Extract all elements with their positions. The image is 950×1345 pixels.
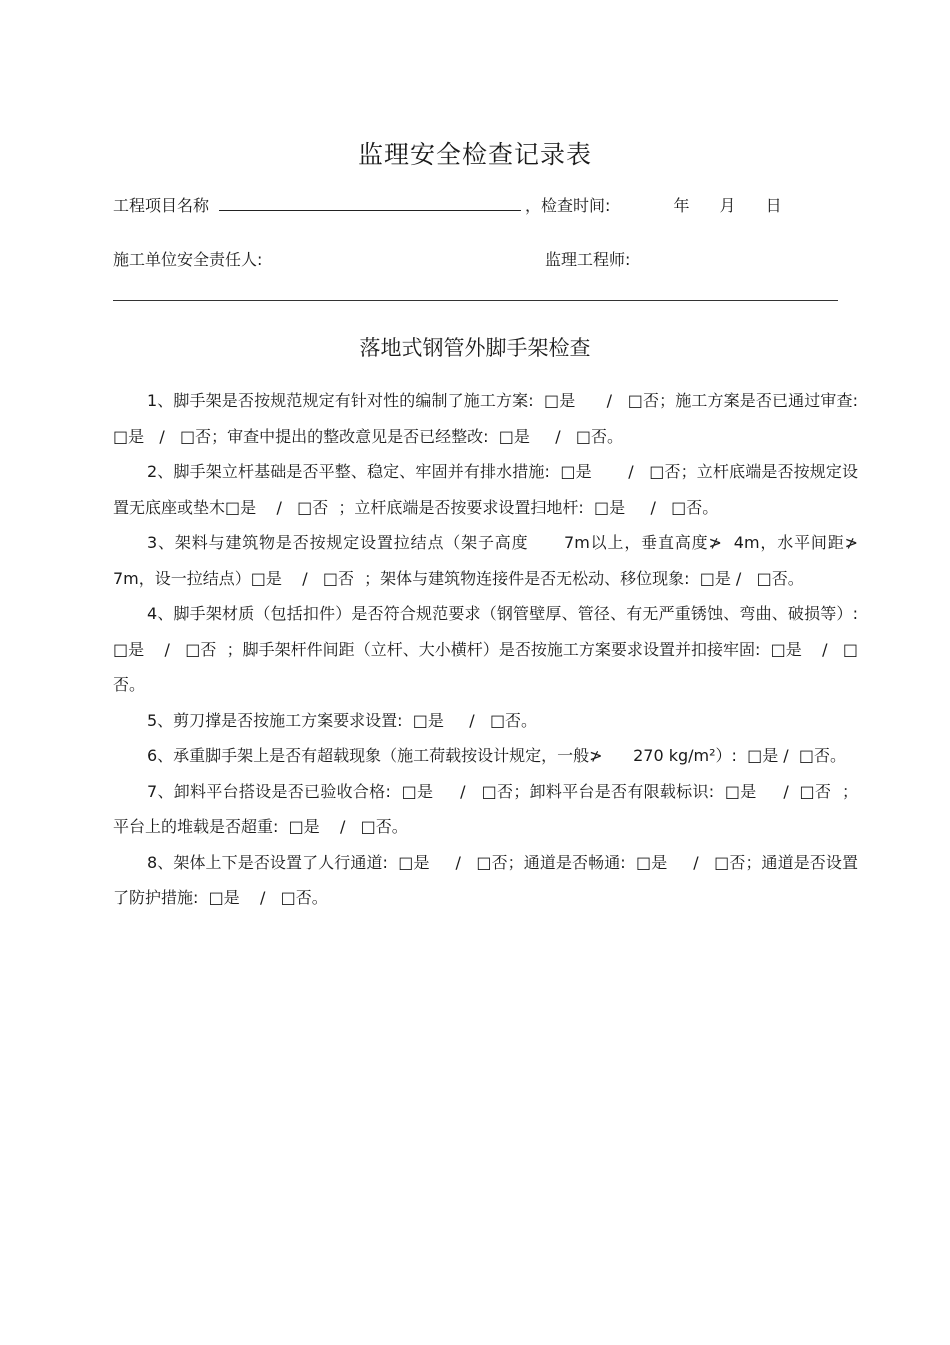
check-time-label: 检查时间: <box>541 196 611 215</box>
project-name-field[interactable] <box>219 196 521 211</box>
supervising-engineer-label: 监理工程师: <box>545 250 631 269</box>
section-title: 落地式钢管外脚手架检查 <box>359 336 591 360</box>
comma-separator: ， <box>525 196 542 215</box>
checklist-item <box>113 454 858 525</box>
month-label: 月 <box>719 196 736 215</box>
checklist-item <box>113 525 864 596</box>
project-name-label: 工程项目名称 <box>113 196 210 215</box>
year-label: 年 <box>673 196 690 215</box>
checklist-item-text: 8、架体上下是否设置了人行通道: □是 / □否；通道是否畅通: □是 / □否；通道是否设置了防护措施: □是 / □否。 <box>113 852 858 907</box>
checklist-item <box>113 596 869 703</box>
checklist-item <box>113 774 858 845</box>
checklist <box>113 383 869 916</box>
divider-line <box>113 300 838 301</box>
day-label: 日 <box>765 196 782 215</box>
checklist-item <box>113 703 858 739</box>
document-title: 监理安全检查记录表 <box>357 140 592 169</box>
checklist-item <box>113 845 858 916</box>
project-info-row <box>113 193 782 216</box>
safety-person-label: 施工单位安全责任人: <box>113 250 263 269</box>
checklist-item-text: 2、脚手架立杆基础是否平整、稳定、牢固并有排水措施: □是 / □否；立杆底端是否按规定设置无底座或垫木□是 / □否 ；立杆底端是否按要求设置扫地杆: □是 / □否。 <box>113 462 858 517</box>
checklist-item <box>113 383 869 454</box>
checklist-item <box>113 738 858 774</box>
checklist-item-text: 3、架料与建筑物是否按规定设置拉结点（架子高度 7m以上，垂直高度≯ 4m，水平间距≯ 7m，设一拉结点）□是 / □否 ；架体与建筑物连接件是否无松动、移位现象: □是 / □否。 <box>113 533 864 588</box>
checklist-item-text: 5、剪刀撑是否按施工方案要求设置: □是 / □否。 <box>147 710 538 730</box>
checklist-item-text: 4、脚手架材质（包括扣件）是否符合规范要求（钢管壁厚、管径、有无严重锈蚀、弯曲、破损等）: □是 / □否 ；脚手架杆件间距（立杆、大小横杆）是否按施工方案要求设置并扣接牢固: □是 / □否。 <box>113 604 869 694</box>
checklist-item-text: 1、脚手架是否按规范规定有针对性的编制了施工方案: □是 / □否；施工方案是否已通过审查: □是 / □否；审查中提出的整改意见是否已经整改: □是 / □否。 <box>113 391 869 446</box>
checklist-item-text: 7、卸料平台搭设是否已验收合格: □是 / □否；卸料平台是否有限载标识: □是 / □否 ；平台上的堆载是否超重: □是 / □否。 <box>113 781 858 836</box>
checklist-item-text: 6、承重脚手架上是否有超载现象（施工荷载按设计规定，一般≯ 270 kg/m²）: □是 / □否。 <box>147 746 846 765</box>
